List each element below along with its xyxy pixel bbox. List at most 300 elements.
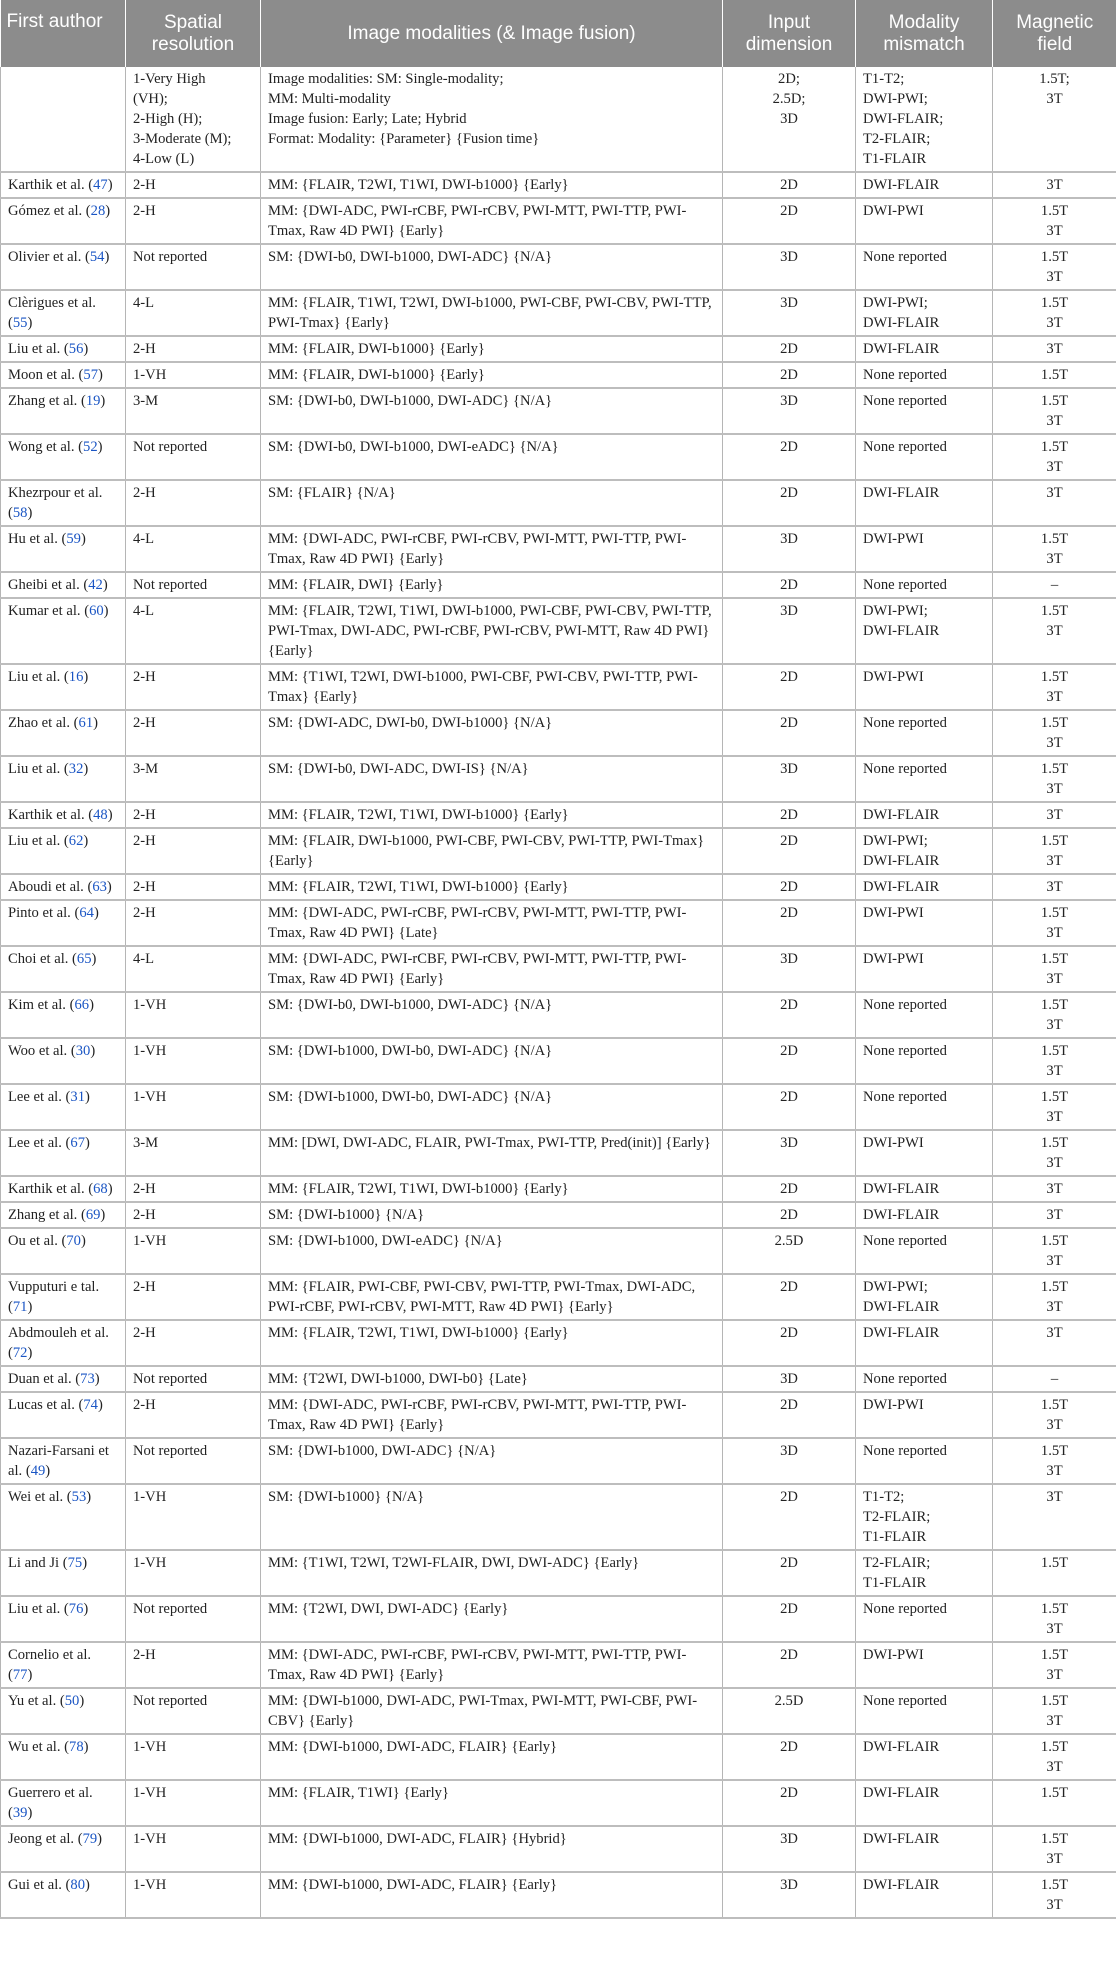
cell-image-modalities: SM: {DWI-b0, DWI-ADC, DWI-IS} {N/A} xyxy=(261,756,723,802)
table-row xyxy=(1,198,1116,244)
reference-link[interactable]: 32 xyxy=(68,761,84,777)
cell-magnetic-field: 1.5T xyxy=(993,362,1116,388)
cell-spatial-resolution: 1-VH xyxy=(126,1872,261,1918)
cell-image-modalities: SM: {DWI-b1000, DWI-ADC} {N/A} xyxy=(261,1438,723,1484)
cell-magnetic-field: 1.5T 3T xyxy=(993,434,1116,480)
cell-spatial-resolution: 4-L xyxy=(126,598,261,664)
cell-input-dimension: 2D xyxy=(723,1038,856,1084)
cell-spatial-resolution: 4-L xyxy=(126,290,261,336)
cell-first-author: Lucas et al. (74) xyxy=(1,1392,126,1438)
cell-spatial-resolution: 1-VH xyxy=(126,362,261,388)
cell-input-dimension: 2D xyxy=(723,992,856,1038)
cell-modality-mismatch: None reported xyxy=(856,434,993,480)
author-name: Gheibi et al. xyxy=(8,577,80,593)
cell-image-modalities: MM: {T1WI, T2WI, T2WI-FLAIR, DWI, DWI-ADC} {Early} xyxy=(261,1550,723,1596)
cell-magnetic-field: 3T xyxy=(993,1176,1116,1202)
author-name: Olivier et al. xyxy=(8,249,82,265)
author-name: Wei et al. xyxy=(8,1489,64,1505)
cell-input-dimension: 2D xyxy=(723,802,856,828)
cell-input-dimension: 2D xyxy=(723,362,856,388)
legend-resolution: 1-Very High (VH); 2-High (H); 3-Moderate (M); 4-Low (L) xyxy=(126,67,261,172)
cell-input-dimension: 2.5D xyxy=(723,1688,856,1734)
cell-spatial-resolution: 4-L xyxy=(126,526,261,572)
cell-modality-mismatch: T1-T2; T2-FLAIR; T1-FLAIR xyxy=(856,1484,993,1550)
cell-magnetic-field: 3T xyxy=(993,336,1116,362)
cell-magnetic-field: 3T xyxy=(993,480,1116,526)
reference-link[interactable]: 30 xyxy=(75,1043,91,1059)
cell-first-author: Pinto et al. (64) xyxy=(1,900,126,946)
cell-input-dimension: 2D xyxy=(723,1596,856,1642)
table-row xyxy=(1,1084,1116,1130)
cell-spatial-resolution: 1-VH xyxy=(126,1826,261,1872)
reference-link[interactable]: 77 xyxy=(12,1667,28,1683)
cell-first-author: Liu et al. (56) xyxy=(1,336,126,362)
cell-modality-mismatch: DWI-FLAIR xyxy=(856,1826,993,1872)
cell-image-modalities: MM: {FLAIR, DWI-b1000, PWI-CBF, PWI-CBV, PWI-TTP, PWI-Tmax} {Early} xyxy=(261,828,723,874)
reference-link[interactable]: 31 xyxy=(70,1089,85,1105)
cell-modality-mismatch: DWI-FLAIR xyxy=(856,172,993,198)
reference-link[interactable]: 47 xyxy=(93,177,108,193)
cell-spatial-resolution: 2-H xyxy=(126,1320,261,1366)
cell-magnetic-field: 3T xyxy=(993,874,1116,900)
cell-input-dimension: 2D xyxy=(723,1550,856,1596)
cell-image-modalities: MM: {FLAIR, T2WI, T1WI, DWI-b1000} {Early} xyxy=(261,1320,723,1366)
cell-image-modalities: MM: {DWI-b1000, DWI-ADC, FLAIR} {Hybrid} xyxy=(261,1826,723,1872)
cell-modality-mismatch: None reported xyxy=(856,710,993,756)
cell-input-dimension: 2D xyxy=(723,172,856,198)
cell-image-modalities: SM: {FLAIR} {N/A} xyxy=(261,480,723,526)
cell-first-author: Kumar et al. (60) xyxy=(1,598,126,664)
cell-magnetic-field: 1.5T 3T xyxy=(993,756,1116,802)
author-name: Khezrpour et al. xyxy=(8,485,103,501)
reference-link[interactable]: 53 xyxy=(71,1489,87,1505)
table-row xyxy=(1,362,1116,388)
cell-image-modalities: SM: {DWI-b1000} {N/A} xyxy=(261,1484,723,1550)
cell-modality-mismatch: None reported xyxy=(856,1084,993,1130)
cell-magnetic-field: 3T xyxy=(993,1484,1116,1550)
cell-first-author: Liu et al. (32) xyxy=(1,756,126,802)
table-row xyxy=(1,1274,1116,1320)
cell-image-modalities: MM: {T1WI, T2WI, DWI-b1000, PWI-CBF, PWI-CBV, PWI-TTP, PWI-Tmax} {Early} xyxy=(261,664,723,710)
cell-modality-mismatch: None reported xyxy=(856,1366,993,1392)
cell-image-modalities: MM: {DWI-ADC, PWI-rCBF, PWI-rCBV, PWI-MTT, PWI-TTP, PWI-Tmax, Raw 4D PWI} {Early} xyxy=(261,1642,723,1688)
cell-first-author: Zhang et al. (19) xyxy=(1,388,126,434)
cell-spatial-resolution: Not reported xyxy=(126,572,261,598)
table-row xyxy=(1,572,1116,598)
table-row xyxy=(1,1038,1116,1084)
cell-modality-mismatch: DWI-PWI xyxy=(856,946,993,992)
cell-first-author: Khezrpour et al. (58) xyxy=(1,480,126,526)
author-name: Duan et al. xyxy=(8,1371,72,1387)
cell-spatial-resolution: 1-VH xyxy=(126,1228,261,1274)
table-row xyxy=(1,1734,1116,1780)
reference-link[interactable]: 71 xyxy=(12,1299,28,1315)
reference-link[interactable]: 65 xyxy=(76,951,92,967)
header-magnetic-field: Magnetic field xyxy=(993,0,1116,67)
cell-input-dimension: 3D xyxy=(723,1366,856,1392)
cell-magnetic-field: 1.5T 3T xyxy=(993,1038,1116,1084)
cell-image-modalities: SM: {DWI-b0, DWI-b1000, DWI-ADC} {N/A} xyxy=(261,388,723,434)
table-row xyxy=(1,664,1116,710)
reference-link[interactable]: 49 xyxy=(30,1463,46,1479)
cell-image-modalities: MM: {FLAIR, PWI-CBF, PWI-CBV, PWI-TTP, PWI-Tmax, DWI-ADC, PWI-rCBF, PWI-rCBV, PWI-MTT, Raw 4D PWI} {Early} xyxy=(261,1274,723,1320)
reference-link[interactable]: 59 xyxy=(66,531,81,547)
reference-link[interactable]: 64 xyxy=(79,905,94,921)
cell-first-author: Lee et al. (67) xyxy=(1,1130,126,1176)
cell-input-dimension: 3D xyxy=(723,1130,856,1176)
cell-magnetic-field: – xyxy=(993,1366,1116,1392)
cell-input-dimension: 2D xyxy=(723,198,856,244)
cell-first-author: Abdmouleh et al. (72) xyxy=(1,1320,126,1366)
cell-input-dimension: 2D xyxy=(723,1274,856,1320)
cell-first-author: Nazari-Farsani et al. (49) xyxy=(1,1438,126,1484)
cell-modality-mismatch: DWI-FLAIR xyxy=(856,1202,993,1228)
cell-input-dimension: 2D xyxy=(723,710,856,756)
cell-modality-mismatch: DWI-FLAIR xyxy=(856,336,993,362)
cell-magnetic-field: 1.5T 3T xyxy=(993,992,1116,1038)
reference-link[interactable]: 74 xyxy=(83,1397,98,1413)
cell-spatial-resolution: 3-M xyxy=(126,756,261,802)
cell-modality-mismatch: None reported xyxy=(856,388,993,434)
cell-input-dimension: 2D xyxy=(723,1202,856,1228)
cell-magnetic-field: 3T xyxy=(993,1202,1116,1228)
cell-magnetic-field: 1.5T 3T xyxy=(993,1734,1116,1780)
reference-link[interactable]: 60 xyxy=(89,603,104,619)
table-row xyxy=(1,802,1116,828)
cell-first-author: Liu et al. (16) xyxy=(1,664,126,710)
table-row xyxy=(1,992,1116,1038)
cell-input-dimension: 3D xyxy=(723,946,856,992)
table-row xyxy=(1,598,1116,664)
cell-modality-mismatch: None reported xyxy=(856,362,993,388)
cell-spatial-resolution: Not reported xyxy=(126,1596,261,1642)
table-row xyxy=(1,526,1116,572)
reference-link[interactable]: 56 xyxy=(68,341,84,357)
cell-first-author: Jeong et al. (79) xyxy=(1,1826,126,1872)
cell-image-modalities: MM: {FLAIR, T2WI, T1WI, DWI-b1000} {Early} xyxy=(261,874,723,900)
author-name: Li and Ji xyxy=(8,1555,60,1571)
cell-first-author: Choi et al. (65) xyxy=(1,946,126,992)
cell-image-modalities: SM: {DWI-b0, DWI-b1000, DWI-ADC} {N/A} xyxy=(261,244,723,290)
cell-first-author: Ou et al. (70) xyxy=(1,1228,126,1274)
cell-spatial-resolution: 2-H xyxy=(126,664,261,710)
header-first-author: First author xyxy=(1,0,126,67)
cell-magnetic-field: 1.5T 3T xyxy=(993,1392,1116,1438)
reference-link[interactable]: 19 xyxy=(85,393,101,409)
author-name: Hu et al. xyxy=(8,531,58,547)
cell-first-author: Lee et al. (31) xyxy=(1,1084,126,1130)
cell-modality-mismatch: None reported xyxy=(856,1228,993,1274)
cell-input-dimension: 3D xyxy=(723,290,856,336)
author-name: Liu et al. xyxy=(8,833,61,849)
cell-input-dimension: 2D xyxy=(723,874,856,900)
cell-magnetic-field: 1.5T 3T xyxy=(993,1872,1116,1918)
reference-link[interactable]: 68 xyxy=(93,1181,108,1197)
table-row xyxy=(1,1826,1116,1872)
legend-row xyxy=(1,67,1116,172)
reference-link[interactable]: 61 xyxy=(78,715,94,731)
cell-first-author: Woo et al. (30) xyxy=(1,1038,126,1084)
cell-modality-mismatch: DWI-PWI xyxy=(856,900,993,946)
cell-magnetic-field: 1.5T 3T xyxy=(993,1596,1116,1642)
cell-first-author: Karthik et al. (48) xyxy=(1,802,126,828)
cell-spatial-resolution: 2-H xyxy=(126,1176,261,1202)
legend-author xyxy=(1,67,126,172)
table-row xyxy=(1,900,1116,946)
author-name: Liu et al. xyxy=(8,341,61,357)
cell-input-dimension: 2D xyxy=(723,1176,856,1202)
cell-image-modalities: MM: {FLAIR, T2WI, T1WI, DWI-b1000} {Early} xyxy=(261,1176,723,1202)
author-name: Karthik et al. xyxy=(8,177,85,193)
cell-spatial-resolution: 3-M xyxy=(126,1130,261,1176)
cell-image-modalities: MM: {FLAIR, T1WI, T2WI, DWI-b1000, PWI-CBF, PWI-CBV, PWI-TTP, PWI-Tmax} {Early} xyxy=(261,290,723,336)
cell-image-modalities: MM: {DWI-b1000, DWI-ADC, FLAIR} {Early} xyxy=(261,1734,723,1780)
cell-input-dimension: 2D xyxy=(723,1392,856,1438)
cell-magnetic-field: 1.5T 3T xyxy=(993,1438,1116,1484)
cell-spatial-resolution: 2-H xyxy=(126,828,261,874)
author-name: Pinto et al. xyxy=(8,905,71,921)
table-row xyxy=(1,1320,1116,1366)
cell-modality-mismatch: DWI-PWI; DWI-FLAIR xyxy=(856,1274,993,1320)
author-name: Lee et al. xyxy=(8,1089,62,1105)
cell-modality-mismatch: None reported xyxy=(856,1438,993,1484)
cell-magnetic-field: 1.5T 3T xyxy=(993,1274,1116,1320)
cell-first-author: Olivier et al. (54) xyxy=(1,244,126,290)
author-name: Zhao et al. xyxy=(8,715,70,731)
cell-spatial-resolution: Not reported xyxy=(126,244,261,290)
reference-link[interactable]: 80 xyxy=(70,1877,86,1893)
cell-magnetic-field: 1.5T 3T xyxy=(993,198,1116,244)
cell-modality-mismatch: DWI-PWI xyxy=(856,198,993,244)
cell-first-author: Duan et al. (73) xyxy=(1,1366,126,1392)
author-name: Liu et al. xyxy=(8,761,61,777)
cell-spatial-resolution: 2-H xyxy=(126,1642,261,1688)
author-name: Wu et al. xyxy=(8,1739,61,1755)
cell-modality-mismatch: None reported xyxy=(856,572,993,598)
author-name: Liu et al. xyxy=(8,669,61,685)
cell-input-dimension: 2D xyxy=(723,434,856,480)
author-name: Karthik et al. xyxy=(8,807,85,823)
reference-link[interactable]: 28 xyxy=(90,203,106,219)
cell-spatial-resolution: 1-VH xyxy=(126,992,261,1038)
cell-input-dimension: 2D xyxy=(723,1320,856,1366)
reference-link[interactable]: 55 xyxy=(12,315,28,331)
cell-image-modalities: SM: {DWI-b1000, DWI-b0, DWI-ADC} {N/A} xyxy=(261,1038,723,1084)
cell-input-dimension: 2D xyxy=(723,1780,856,1826)
cell-spatial-resolution: 2-H xyxy=(126,1274,261,1320)
cell-image-modalities: MM: {FLAIR, DWI-b1000} {Early} xyxy=(261,336,723,362)
reference-link[interactable]: 54 xyxy=(89,249,105,265)
cell-spatial-resolution: 2-H xyxy=(126,874,261,900)
table-row xyxy=(1,388,1116,434)
reference-link[interactable]: 57 xyxy=(83,367,98,383)
author-name: Clèrigues et al. xyxy=(8,295,96,311)
author-name: Lucas et al. xyxy=(8,1397,75,1413)
reference-link[interactable]: 62 xyxy=(68,833,84,849)
table-row xyxy=(1,946,1116,992)
cell-first-author: Kim et al. (66) xyxy=(1,992,126,1038)
cell-spatial-resolution: Not reported xyxy=(126,434,261,480)
cell-input-dimension: 3D xyxy=(723,388,856,434)
author-name: Jeong et al. xyxy=(8,1831,75,1847)
cell-spatial-resolution: 2-H xyxy=(126,710,261,756)
cell-first-author: Gómez et al. (28) xyxy=(1,198,126,244)
cell-image-modalities: MM: {FLAIR, T2WI, T1WI, DWI-b1000} {Early} xyxy=(261,802,723,828)
cell-modality-mismatch: None reported xyxy=(856,1596,993,1642)
cell-input-dimension: 3D xyxy=(723,1438,856,1484)
cell-magnetic-field: 1.5T 3T xyxy=(993,900,1116,946)
cell-input-dimension: 3D xyxy=(723,244,856,290)
cell-first-author: Moon et al. (57) xyxy=(1,362,126,388)
cell-modality-mismatch: None reported xyxy=(856,992,993,1038)
header-modality-mismatch: Modality mismatch xyxy=(856,0,993,67)
cell-spatial-resolution: 1-VH xyxy=(126,1084,261,1130)
cell-image-modalities: MM: {DWI-ADC, PWI-rCBF, PWI-rCBV, PWI-MTT, PWI-TTP, PWI-Tmax, Raw 4D PWI} {Late} xyxy=(261,900,723,946)
reference-link[interactable]: 52 xyxy=(83,439,98,455)
reference-link[interactable]: 76 xyxy=(68,1601,84,1617)
reference-link[interactable]: 72 xyxy=(12,1345,28,1361)
cell-magnetic-field: 1.5T 3T xyxy=(993,664,1116,710)
cell-first-author: Zhao et al. (61) xyxy=(1,710,126,756)
table-row xyxy=(1,1366,1116,1392)
cell-modality-mismatch: None reported xyxy=(856,756,993,802)
cell-spatial-resolution: 2-H xyxy=(126,802,261,828)
cell-magnetic-field: 1.5T xyxy=(993,1550,1116,1596)
reference-link[interactable]: 48 xyxy=(93,807,108,823)
cell-image-modalities: MM: {T2WI, DWI-b1000, DWI-b0} {Late} xyxy=(261,1366,723,1392)
cell-magnetic-field: 1.5T 3T xyxy=(993,290,1116,336)
cell-input-dimension: 2D xyxy=(723,1484,856,1550)
cell-spatial-resolution: 2-H xyxy=(126,1202,261,1228)
header-spatial-resolution: Spatial resolution xyxy=(126,0,261,67)
cell-magnetic-field: 1.5T 3T xyxy=(993,1084,1116,1130)
cell-magnetic-field: 1.5T 3T xyxy=(993,598,1116,664)
table-row xyxy=(1,480,1116,526)
cell-image-modalities: SM: {DWI-b1000} {N/A} xyxy=(261,1202,723,1228)
cell-modality-mismatch: DWI-PWI xyxy=(856,526,993,572)
cell-first-author: Wu et al. (78) xyxy=(1,1734,126,1780)
reference-link[interactable]: 42 xyxy=(88,577,103,593)
cell-image-modalities: MM: {DWI-b1000, DWI-ADC, PWI-Tmax, PWI-MTT, PWI-CBF, PWI-CBV} {Early} xyxy=(261,1688,723,1734)
reference-link[interactable]: 79 xyxy=(82,1831,98,1847)
author-name: Zhang et al. xyxy=(8,393,78,409)
cell-image-modalities: MM: {DWI-ADC, PWI-rCBF, PWI-rCBV, PWI-MTT, PWI-TTP, PWI-Tmax, Raw 4D PWI} {Early} xyxy=(261,1392,723,1438)
cell-spatial-resolution: Not reported xyxy=(126,1438,261,1484)
author-name: Moon et al. xyxy=(8,367,75,383)
table-row xyxy=(1,244,1116,290)
reference-link[interactable]: 16 xyxy=(68,669,84,685)
author-name: Liu et al. xyxy=(8,1601,61,1617)
author-name: Woo et al. xyxy=(8,1043,68,1059)
author-name: Vupputuri e tal. xyxy=(8,1279,100,1295)
table-row xyxy=(1,1130,1116,1176)
cell-modality-mismatch: DWI-FLAIR xyxy=(856,1176,993,1202)
table-row xyxy=(1,1392,1116,1438)
author-name: Nazari-Farsani et al. xyxy=(8,1443,109,1479)
reference-link[interactable]: 78 xyxy=(69,1739,84,1755)
cell-input-dimension: 2D xyxy=(723,1084,856,1130)
header-image-modalities: Image modalities (& Image fusion) xyxy=(261,0,723,67)
cell-modality-mismatch: None reported xyxy=(856,244,993,290)
cell-modality-mismatch: DWI-FLAIR xyxy=(856,874,993,900)
cell-magnetic-field: 1.5T 3T xyxy=(993,1228,1116,1274)
cell-input-dimension: 2D xyxy=(723,572,856,598)
cell-input-dimension: 3D xyxy=(723,598,856,664)
table-row xyxy=(1,1202,1116,1228)
author-name: Yu et al. xyxy=(8,1693,57,1709)
cell-modality-mismatch: DWI-PWI xyxy=(856,1392,993,1438)
reference-link[interactable]: 66 xyxy=(74,997,90,1013)
cell-modality-mismatch: DWI-FLAIR xyxy=(856,1872,993,1918)
reference-link[interactable]: 75 xyxy=(67,1555,83,1571)
legend-dimension: 2D; 2.5D; 3D xyxy=(723,67,856,172)
cell-magnetic-field: – xyxy=(993,572,1116,598)
table-row xyxy=(1,1484,1116,1550)
reference-link[interactable]: 70 xyxy=(66,1233,81,1249)
cell-magnetic-field: 1.5T 3T xyxy=(993,828,1116,874)
cell-image-modalities: SM: {DWI-b1000, DWI-b0, DWI-ADC} {N/A} xyxy=(261,1084,723,1130)
cell-modality-mismatch: DWI-FLAIR xyxy=(856,1734,993,1780)
cell-modality-mismatch: None reported xyxy=(856,1688,993,1734)
reference-link[interactable]: 39 xyxy=(12,1805,28,1821)
cell-first-author: Liu et al. (76) xyxy=(1,1596,126,1642)
reference-link[interactable]: 50 xyxy=(64,1693,80,1709)
reference-link[interactable]: 67 xyxy=(70,1135,85,1151)
reference-link[interactable]: 63 xyxy=(92,879,107,895)
table-row xyxy=(1,1596,1116,1642)
reference-link[interactable]: 58 xyxy=(12,505,28,521)
cell-image-modalities: MM: {FLAIR, DWI-b1000} {Early} xyxy=(261,362,723,388)
cell-spatial-resolution: 2-H xyxy=(126,198,261,244)
cell-modality-mismatch: DWI-PWI; DWI-FLAIR xyxy=(856,598,993,664)
reference-link[interactable]: 73 xyxy=(80,1371,95,1387)
cell-input-dimension: 2D xyxy=(723,1734,856,1780)
cell-modality-mismatch: DWI-PWI xyxy=(856,1130,993,1176)
cell-image-modalities: MM: {FLAIR, T1WI} {Early} xyxy=(261,1780,723,1826)
cell-spatial-resolution: 1-VH xyxy=(126,1038,261,1084)
author-name: Guerrero et al. xyxy=(8,1785,93,1801)
cell-modality-mismatch: DWI-PWI xyxy=(856,1642,993,1688)
cell-modality-mismatch: None reported xyxy=(856,1038,993,1084)
cell-spatial-resolution: 2-H xyxy=(126,336,261,362)
table-row xyxy=(1,172,1116,198)
header-row xyxy=(1,0,1116,67)
author-name: Zhang et al. xyxy=(8,1207,78,1223)
cell-magnetic-field: 3T xyxy=(993,172,1116,198)
author-name: Ou et al. xyxy=(8,1233,58,1249)
cell-image-modalities: MM: {FLAIR, T2WI, T1WI, DWI-b1000} {Early} xyxy=(261,172,723,198)
cell-magnetic-field: 1.5T 3T xyxy=(993,244,1116,290)
table-row xyxy=(1,336,1116,362)
cell-first-author: Cornelio et al. (77) xyxy=(1,1642,126,1688)
author-name: Abdmouleh et al. xyxy=(8,1325,109,1341)
cell-input-dimension: 2D xyxy=(723,664,856,710)
cell-magnetic-field: 3T xyxy=(993,802,1116,828)
cell-spatial-resolution: Not reported xyxy=(126,1366,261,1392)
cell-modality-mismatch: DWI-FLAIR xyxy=(856,1780,993,1826)
cell-magnetic-field: 1.5T 3T xyxy=(993,1826,1116,1872)
cell-first-author: Clèrigues et al. (55) xyxy=(1,290,126,336)
cell-magnetic-field: 1.5T 3T xyxy=(993,1130,1116,1176)
cell-magnetic-field: 1.5T xyxy=(993,1780,1116,1826)
table-row xyxy=(1,290,1116,336)
reference-link[interactable]: 69 xyxy=(85,1207,101,1223)
cell-spatial-resolution: 2-H xyxy=(126,900,261,946)
cell-first-author: Wong et al. (52) xyxy=(1,434,126,480)
cell-spatial-resolution: 1-VH xyxy=(126,1734,261,1780)
cell-first-author: Li and Ji (75) xyxy=(1,1550,126,1596)
cell-image-modalities: SM: {DWI-ADC, DWI-b0, DWI-b1000} {N/A} xyxy=(261,710,723,756)
